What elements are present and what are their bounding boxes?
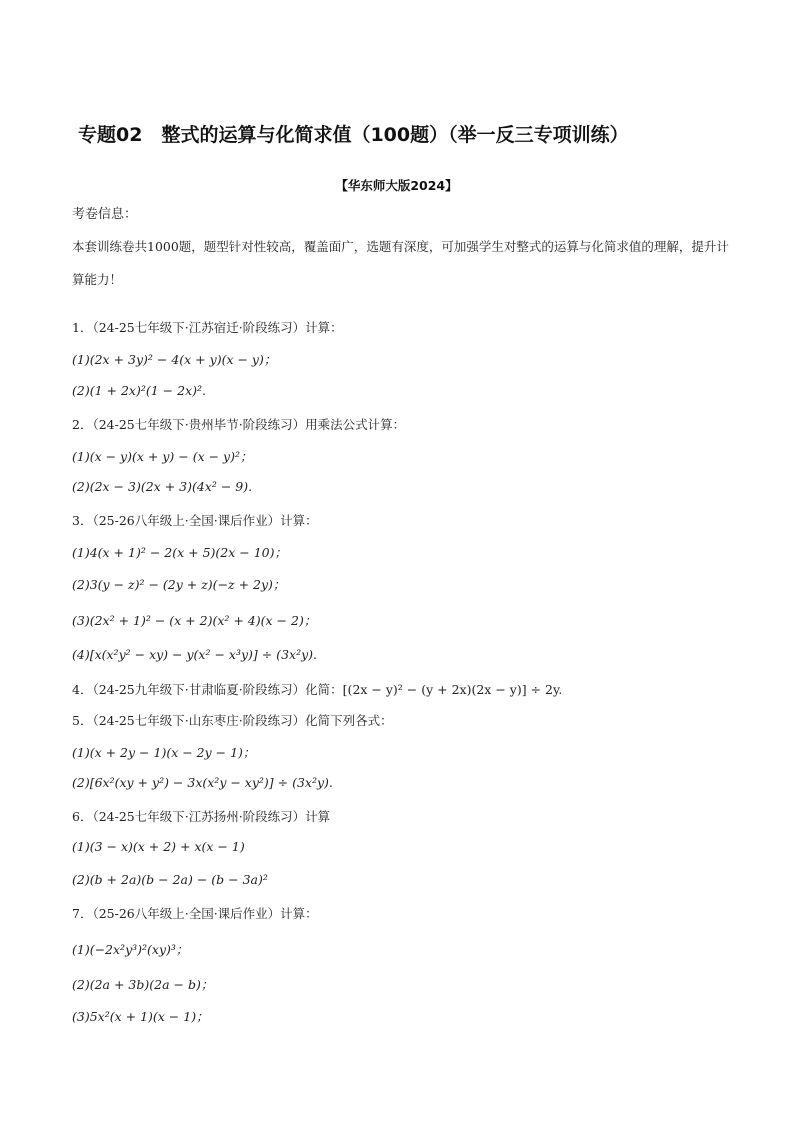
question-6-item-1: (1)(3 − x)(x + 2) + x(x − 1) bbox=[72, 839, 245, 854]
question-7-head: 7．（25-26八年级上·全国·课后作业）计算： bbox=[72, 906, 318, 921]
question-1-item-2: (2)(1 + 2x)²(1 − 2x)². bbox=[72, 383, 206, 398]
question-7-item-1: (1)(−2x²y³)²(xy)³； bbox=[72, 942, 189, 957]
page-title: 专题02 整式的运算与化简求值（100题）（举一反三专项训练） bbox=[78, 124, 629, 146]
question-1-head: 1．（24-25七年级下·江苏宿迁·阶段练习）计算： bbox=[72, 320, 343, 335]
question-3-item-1: (1)4(x + 1)² − 2(x + 5)(2x − 10)； bbox=[72, 545, 287, 560]
question-4-head: 4．（24-25九年级下·甘肃临夏·阶段练习）化简：[(2x − y)² − (y + 2x)(2x − y)] ÷ 2y. bbox=[72, 682, 563, 697]
exam-info-text: 本套训练卷共1000题，题型针对性较高，覆盖面广，选题有深度，可加强学生对整式的运算与化简求值的理解，提升计算能力！ bbox=[72, 239, 729, 287]
question-3-item-2: (2)3(y − z)² − (2y + z)(−z + 2y)； bbox=[72, 577, 286, 592]
question-5-item-2: (2)[6x²(xy + y²) − 3x(x²y − xy²)] ÷ (3x²y). bbox=[72, 775, 333, 790]
question-6-head: 6．（24-25七年级下·江苏扬州·阶段练习）计算 bbox=[72, 809, 331, 824]
question-7-item-2: (2)(2a + 3b)(2a − b)； bbox=[72, 977, 214, 992]
question-2-item-2: (2)(2x − 3)(2x + 3)(4x² − 9). bbox=[72, 479, 253, 494]
question-5-item-1: (1)(x + 2y − 1)(x − 2y − 1)； bbox=[72, 745, 256, 760]
exam-info-label: 考卷信息： bbox=[72, 207, 138, 222]
question-2-item-1: (1)(x − y)(x + y) − (x − y)²； bbox=[72, 449, 253, 464]
question-7-item-3: (3)5x²(x + 1)(x − 1)； bbox=[72, 1009, 209, 1024]
question-6-item-2: (2)(b + 2a)(b − 2a) − (b − 3a)² bbox=[72, 872, 268, 887]
question-3-item-3: (3)(2x² + 1)² − (x + 2)(x² + 4)(x − 2)； bbox=[72, 613, 317, 628]
edition-label: 【华东师大版2024】 bbox=[335, 178, 458, 193]
question-2-head: 2．（24-25七年级下·贵州毕节·阶段练习）用乘法公式计算： bbox=[72, 417, 406, 432]
question-1-item-1: (1)(2x + 3y)² − 4(x + y)(x − y)； bbox=[72, 352, 277, 367]
question-5-head: 5．（24-25七年级下·山东枣庄·阶段练习）化简下列各式： bbox=[72, 713, 393, 728]
question-3-item-4: (4)[x(x²y² − xy) − y(x² − x³y)] ÷ (3x²y). bbox=[72, 647, 317, 662]
question-3-head: 3．（25-26八年级上·全国·课后作业）计算： bbox=[72, 513, 318, 528]
